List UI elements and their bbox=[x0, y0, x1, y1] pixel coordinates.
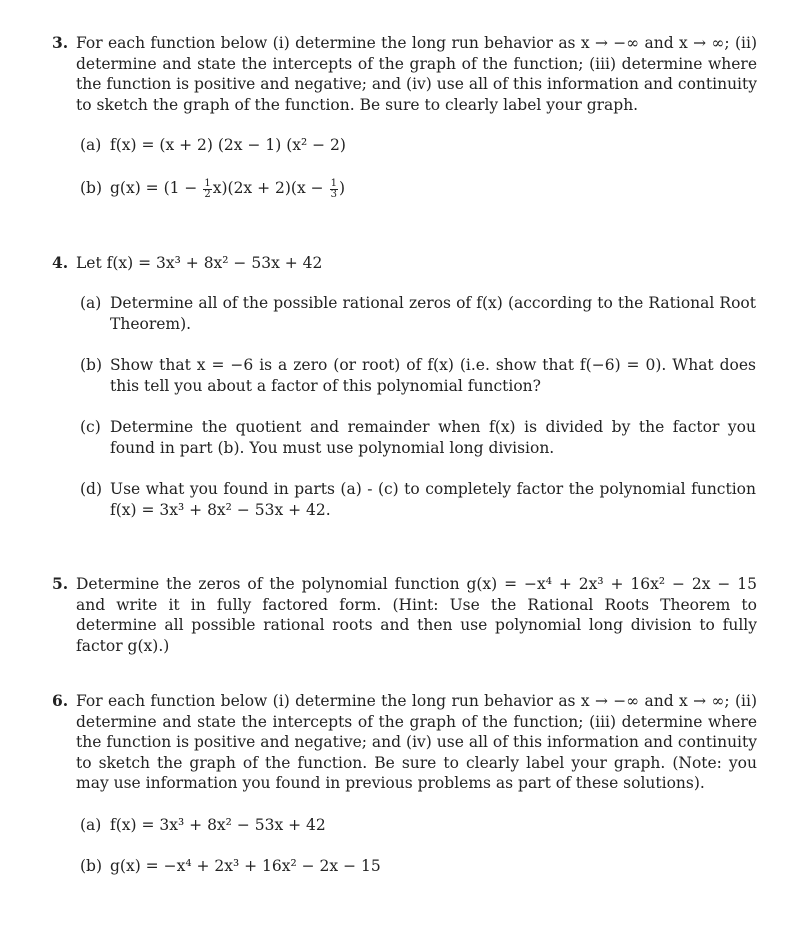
denominator: 2 bbox=[204, 188, 211, 200]
problem-6-part-b bbox=[80, 856, 756, 877]
problem-3-part-b bbox=[80, 178, 756, 200]
formula-segment: ) bbox=[338, 179, 345, 197]
numerator: 1 bbox=[204, 177, 211, 189]
problem-text: For each function below (i) determine the long run behavior as x → −∞ and x → ∞; (ii) determine and state the intercepts of the graph of the function; (iii) determine where the function is positive and negative; and (iv) use all of this information and continuity to sketch the graph of the function. Be sure to clearly label your graph. (Note: you may use information you found in previous problems as part of these solutions). bbox=[76, 692, 757, 792]
part-label: (c) bbox=[80, 418, 101, 436]
part-formula: f(x) = (x + 2) (2x − 1) (x² − 2) bbox=[110, 136, 346, 154]
problem-number: 3. bbox=[52, 33, 69, 52]
problem-4-part-d bbox=[80, 479, 756, 520]
problem-4-part-b bbox=[80, 355, 756, 396]
problem-4-part-c bbox=[80, 417, 756, 458]
part-formula: f(x) = 3x³ + 8x² − 53x + 42 bbox=[110, 816, 326, 834]
problem-4-part-a bbox=[80, 293, 756, 334]
part-label: (b) bbox=[80, 857, 103, 875]
part-formula: g(x) = −x⁴ + 2x³ + 16x² − 2x − 15 bbox=[110, 857, 381, 875]
problem-5 bbox=[52, 574, 757, 656]
numerator: 1 bbox=[330, 177, 337, 189]
problem-6-part-a bbox=[80, 815, 756, 836]
denominator: 3 bbox=[330, 188, 337, 200]
part-label: (a) bbox=[80, 816, 102, 834]
problem-text: Let f(x) = 3x³ + 8x² − 53x + 42 bbox=[76, 254, 323, 272]
part-text: Use what you found in parts (a) - (c) to completely factor the polynomial function f(x) = 3x³ + 8x² − 53x + 42. bbox=[110, 480, 756, 519]
part-label: (b) bbox=[80, 356, 103, 374]
problem-6 bbox=[52, 691, 757, 794]
problem-number: 6. bbox=[52, 691, 69, 710]
fraction-one-half bbox=[203, 179, 211, 200]
formula-segment: g(x) = (1 − bbox=[110, 179, 203, 197]
problem-text: Determine the zeros of the polynomial function g(x) = −x⁴ + 2x³ + 16x² − 2x − 15 and write it in fully factored form. (Hint: Use the Rational Roots Theorem to determine all possible rational roots and then use polynomial long division to fully factor g(x).) bbox=[76, 575, 757, 655]
part-label: (b) bbox=[80, 179, 103, 197]
part-label: (a) bbox=[80, 294, 102, 312]
problem-3 bbox=[52, 33, 757, 115]
part-label: (d) bbox=[80, 480, 103, 498]
part-text: Determine the quotient and remainder when f(x) is divided by the factor you found in part (b). You must use polynomial long division. bbox=[110, 418, 756, 457]
problem-text: For each function below (i) determine the long run behavior as x → −∞ and x → ∞; (ii) determine and state the intercepts of the graph of the function; (iii) determine where the function is positive and negative; and (iv) use all of this information and continuity to sketch the graph of the function. Be sure to clearly label your graph. bbox=[76, 34, 757, 114]
problem-3-part-a bbox=[80, 135, 756, 156]
problem-number: 4. bbox=[52, 253, 69, 272]
part-text: Show that x = −6 is a zero (or root) of f(x) (i.e. show that f(−6) = 0). What does this tell you about a factor of this polynomial function? bbox=[110, 356, 756, 395]
fraction-one-third bbox=[330, 179, 338, 200]
problem-number: 5. bbox=[52, 574, 69, 593]
problem-4 bbox=[52, 253, 757, 274]
formula-segment: x)(2x + 2)(x − bbox=[212, 179, 329, 197]
part-formula bbox=[110, 178, 756, 200]
part-text: Determine all of the possible rational zeros of f(x) (according to the Rational Root Theorem). bbox=[110, 294, 756, 333]
part-label: (a) bbox=[80, 136, 102, 154]
